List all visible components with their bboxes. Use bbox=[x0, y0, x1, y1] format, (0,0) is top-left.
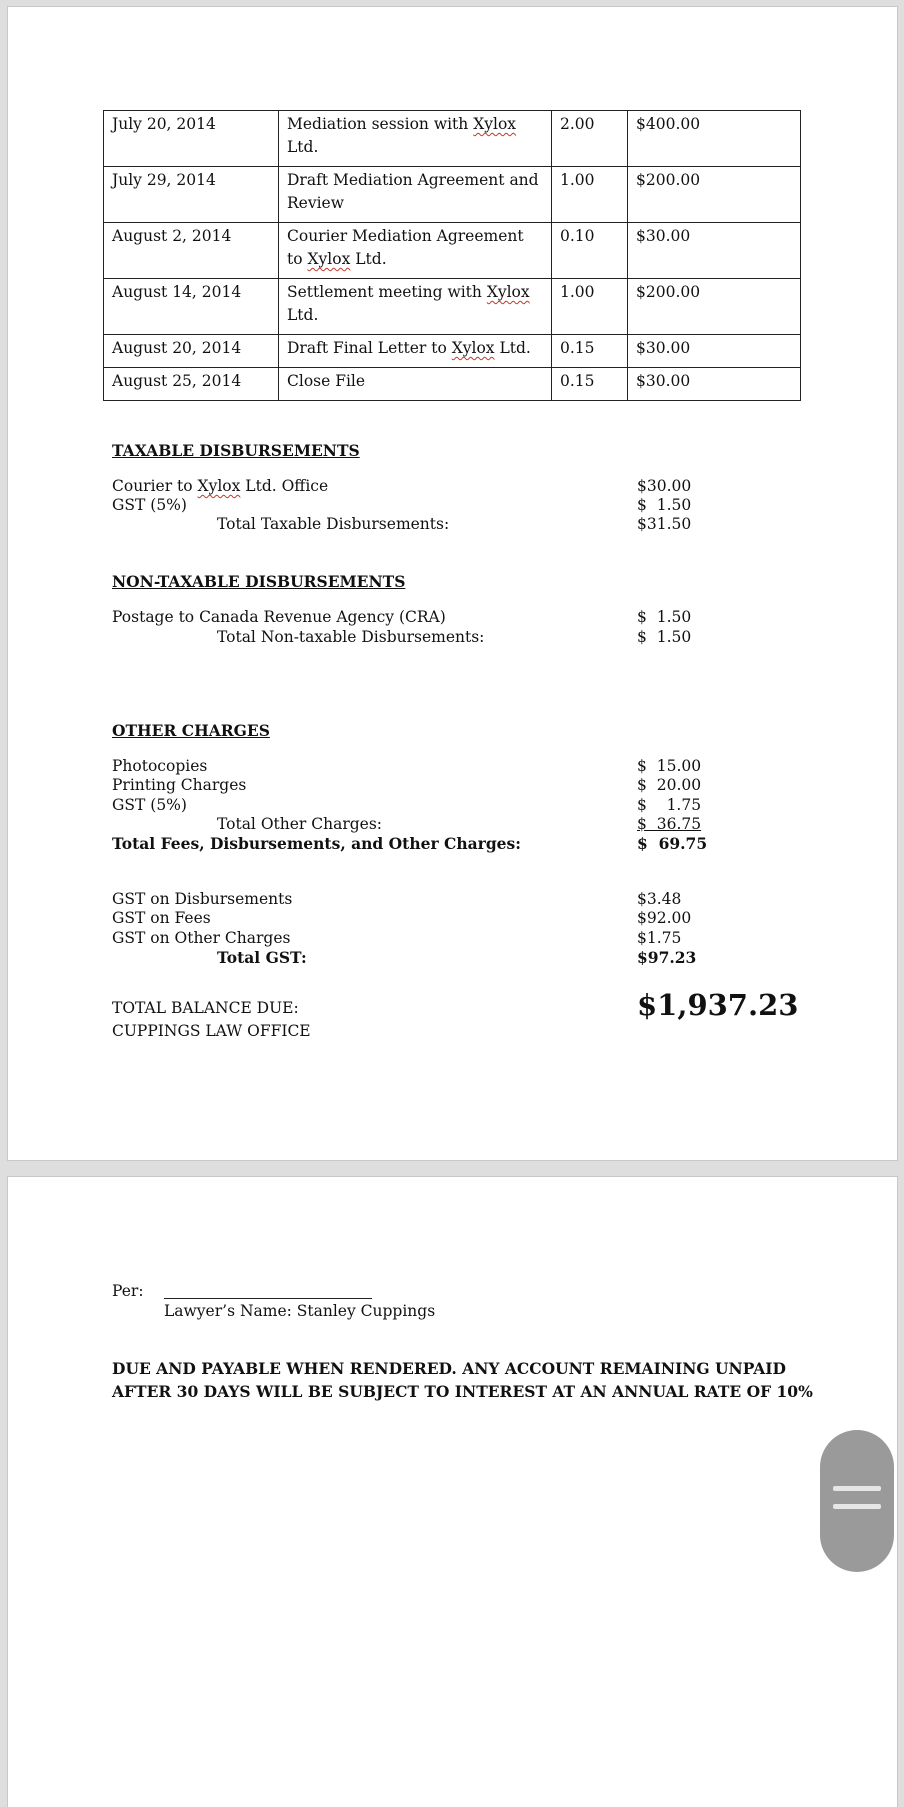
other-gst-amount: $ 1.75 bbox=[637, 796, 702, 814]
other-total-label: Total Other Charges: bbox=[217, 815, 383, 833]
date-cell: August 20, 2014 bbox=[104, 335, 279, 368]
gst-other-label: GST on Other Charges bbox=[112, 929, 291, 947]
balance-label: TOTAL BALANCE DUE: bbox=[112, 999, 299, 1017]
gst-total-label: Total GST: bbox=[217, 948, 307, 967]
courier-amount: $30.00 bbox=[637, 477, 692, 495]
signature-line bbox=[164, 1298, 372, 1299]
nontaxable-heading: NON-TAXABLE DISBURSEMENTS bbox=[112, 572, 406, 591]
description-cell: Courier Mediation Agreement to Xylox Ltd. bbox=[279, 223, 552, 279]
grand-total-amount: $ 69.75 bbox=[637, 834, 708, 853]
amount-cell: $30.00 bbox=[628, 335, 801, 368]
gst-fees-label: GST on Fees bbox=[112, 909, 211, 927]
firm-name: CUPPINGS LAW OFFICE bbox=[112, 1022, 311, 1040]
taxable-heading: TAXABLE DISBURSEMENTS bbox=[112, 441, 360, 460]
amount-cell: $30.00 bbox=[628, 368, 801, 401]
hours-cell: 0.15 bbox=[552, 335, 628, 368]
notice-line-2: AFTER 30 DAYS WILL BE SUBJECT TO INTEREST AT AN ANNUAL RATE OF 10% bbox=[112, 1382, 813, 1401]
gst-fees-amount: $92.00 bbox=[637, 909, 692, 927]
document-page-1 bbox=[7, 6, 898, 1161]
description-cell: Close File bbox=[279, 368, 552, 401]
spell-flag[interactable]: Xylox bbox=[486, 283, 530, 301]
date-cell: July 29, 2014 bbox=[104, 167, 279, 223]
taxable-total-amount: $31.50 bbox=[637, 515, 692, 533]
printing-label: Printing Charges bbox=[112, 776, 247, 794]
fees-table bbox=[103, 110, 801, 401]
amount-cell: $200.00 bbox=[628, 279, 801, 335]
table-row bbox=[104, 167, 801, 223]
notice-line-1: DUE AND PAYABLE WHEN RENDERED. ANY ACCOUNT REMAINING UNPAID bbox=[112, 1359, 786, 1378]
photocopies-amount: $ 15.00 bbox=[637, 757, 702, 775]
scroll-handle[interactable] bbox=[820, 1430, 894, 1572]
spell-flag[interactable]: Xylox bbox=[307, 250, 351, 268]
grand-total-label: Total Fees, Disbursements, and Other Charges: bbox=[112, 834, 521, 853]
date-cell: August 14, 2014 bbox=[104, 279, 279, 335]
table-row bbox=[104, 335, 801, 368]
postage-amount: $ 1.50 bbox=[637, 608, 692, 626]
courier-label: Courier to Xylox Ltd. Office bbox=[112, 477, 329, 495]
taxable-gst-label: GST (5%) bbox=[112, 496, 187, 514]
date-cell: July 20, 2014 bbox=[104, 111, 279, 167]
table-row bbox=[104, 223, 801, 279]
date-cell: August 2, 2014 bbox=[104, 223, 279, 279]
amount-cell: $200.00 bbox=[628, 167, 801, 223]
gst-disb-amount: $3.48 bbox=[637, 890, 682, 908]
other-total-amount: $ 36.75 bbox=[637, 815, 702, 833]
nontaxable-total-label: Total Non-taxable Disbursements: bbox=[217, 628, 485, 646]
hours-cell: 2.00 bbox=[552, 111, 628, 167]
per-label: Per: bbox=[112, 1282, 144, 1300]
hours-cell: 0.15 bbox=[552, 368, 628, 401]
drag-handle-icon bbox=[833, 1504, 881, 1509]
gst-other-amount: $1.75 bbox=[637, 929, 682, 947]
postage-label: Postage to Canada Revenue Agency (CRA) bbox=[112, 608, 446, 626]
description-cell: Draft Mediation Agreement and Review bbox=[279, 167, 552, 223]
taxable-gst-amount: $ 1.50 bbox=[637, 496, 692, 514]
amount-cell: $30.00 bbox=[628, 223, 801, 279]
table-row bbox=[104, 279, 801, 335]
nontaxable-total-amount: $ 1.50 bbox=[637, 628, 692, 646]
hours-cell: 0.10 bbox=[552, 223, 628, 279]
description-cell: Draft Final Letter to Xylox Ltd. bbox=[279, 335, 552, 368]
description-cell: Settlement meeting with Xylox Ltd. bbox=[279, 279, 552, 335]
lawyer-name: Lawyer’s Name: Stanley Cuppings bbox=[164, 1302, 436, 1320]
amount-cell: $400.00 bbox=[628, 111, 801, 167]
gst-total-amount: $97.23 bbox=[637, 948, 697, 967]
printing-amount: $ 20.00 bbox=[637, 776, 702, 794]
table-row bbox=[104, 111, 801, 167]
table-row bbox=[104, 368, 801, 401]
taxable-total-label: Total Taxable Disbursements: bbox=[217, 515, 450, 533]
balance-amount: $1,937.23 bbox=[637, 988, 799, 1022]
photocopies-label: Photocopies bbox=[112, 757, 208, 775]
date-cell: August 25, 2014 bbox=[104, 368, 279, 401]
spell-flag[interactable]: Xylox bbox=[473, 115, 517, 133]
spell-flag[interactable]: Xylox bbox=[451, 339, 495, 357]
spell-flag[interactable]: Xylox bbox=[197, 477, 241, 495]
document-page-2 bbox=[7, 1176, 898, 1807]
other-gst-label: GST (5%) bbox=[112, 796, 187, 814]
drag-handle-icon bbox=[833, 1486, 881, 1491]
hours-cell: 1.00 bbox=[552, 167, 628, 223]
description-cell: Mediation session with Xylox Ltd. bbox=[279, 111, 552, 167]
gst-disb-label: GST on Disbursements bbox=[112, 890, 293, 908]
hours-cell: 1.00 bbox=[552, 279, 628, 335]
other-heading: OTHER CHARGES bbox=[112, 721, 270, 740]
